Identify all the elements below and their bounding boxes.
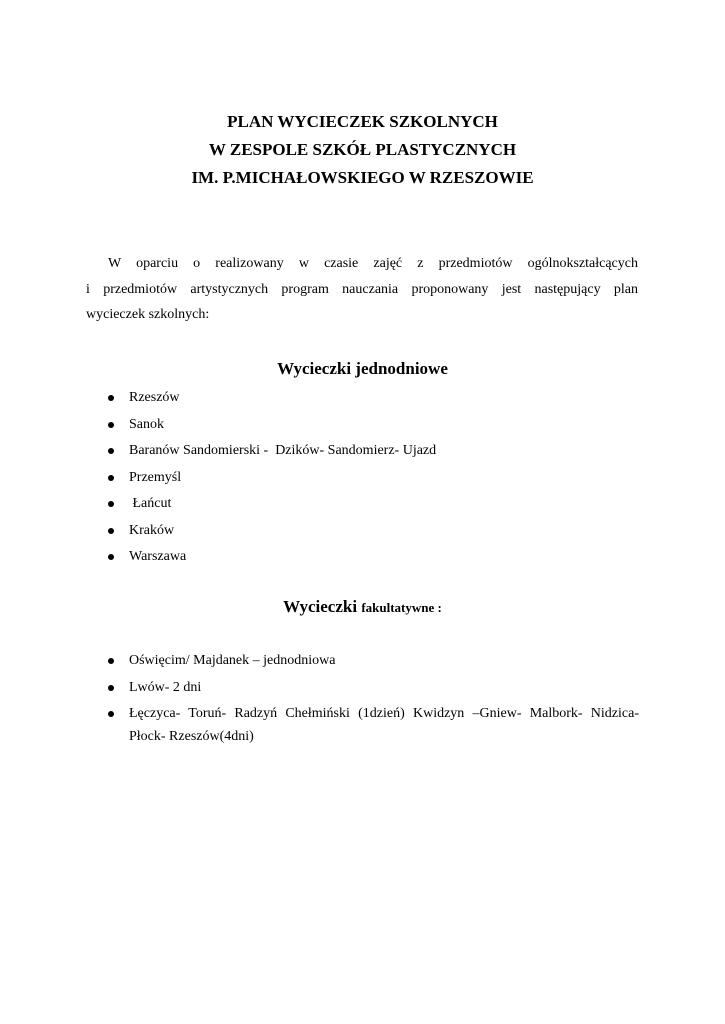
list-item-text-line-2: Płock- Rzeszów(4dni): [129, 729, 254, 744]
list-item: [0, 651, 639, 678]
one-day-trips-list: [0, 388, 436, 574]
heading-optional-main: Wycieczki: [283, 597, 362, 616]
list-item-text: Baranów Sandomierski - Dzików- Sandomierz- Ujazd: [129, 443, 437, 458]
optional-trips-list: [0, 651, 639, 750]
intro-paragraph: [86, 251, 638, 328]
bullet-icon: [108, 475, 114, 481]
list-item: [0, 678, 639, 705]
heading-optional-trips: [0, 596, 725, 619]
list-item-text: Warszawa: [129, 549, 187, 564]
list-item: [0, 441, 436, 468]
document-title: [0, 108, 725, 192]
bullet-icon: [108, 501, 114, 507]
heading-one-day-trips: Wycieczki jednodniowe: [277, 359, 448, 378]
list-item-text: Łańcut: [129, 496, 172, 511]
intro-line-2: i przedmiotów artystycznych program nauczania proponowany jest następujący plan: [86, 281, 638, 297]
bullet-icon: [108, 422, 114, 428]
list-item-text-line-1: Łęczyca- Toruń- Radzyń Chełmiński (1dzień) Kwidzyn –Gniew- Malbork- Nidzica-: [129, 706, 639, 721]
bullet-icon: [108, 448, 114, 454]
heading-optional-small: fakultatywne :: [361, 600, 442, 615]
list-item-text: Oświęcim/ Majdanek – jednodniowa: [129, 653, 336, 668]
list-item: [0, 494, 436, 521]
list-item: [0, 547, 436, 574]
list-item: [0, 521, 436, 548]
list-item: [0, 468, 436, 495]
title-line-3: IM. P.MICHAŁOWSKIEGO W RZESZOWIE: [191, 168, 534, 187]
intro-line-3: wycieczek szkolnych:: [86, 307, 210, 322]
list-item: [0, 415, 436, 442]
intro-line-1-text: W oparciu o realizowany w czasie zajęć z przedmiotów ogólnokształcących: [108, 256, 638, 271]
bullet-icon: [108, 685, 114, 691]
title-line-2: W ZESPOLE SZKÓŁ PLASTYCZNYCH: [208, 140, 517, 159]
list-item: [0, 704, 639, 750]
title-line-1: PLAN WYCIECZEK SZKOLNYCH: [227, 112, 498, 131]
list-item-text: Kraków: [129, 522, 175, 538]
list-item: [0, 388, 436, 415]
list-item-text: Przemyśl: [129, 469, 182, 485]
bullet-icon: [108, 658, 114, 664]
list-item-text: Rzeszów: [129, 390, 180, 405]
list-item-text: Sanok: [129, 416, 164, 432]
bullet-icon: [108, 528, 114, 534]
bullet-icon: [108, 554, 114, 560]
bullet-icon: [108, 711, 114, 717]
intro-line-1: [86, 251, 638, 277]
bullet-icon: [108, 395, 114, 401]
list-item-text: Lwów- 2 dni: [129, 679, 202, 695]
